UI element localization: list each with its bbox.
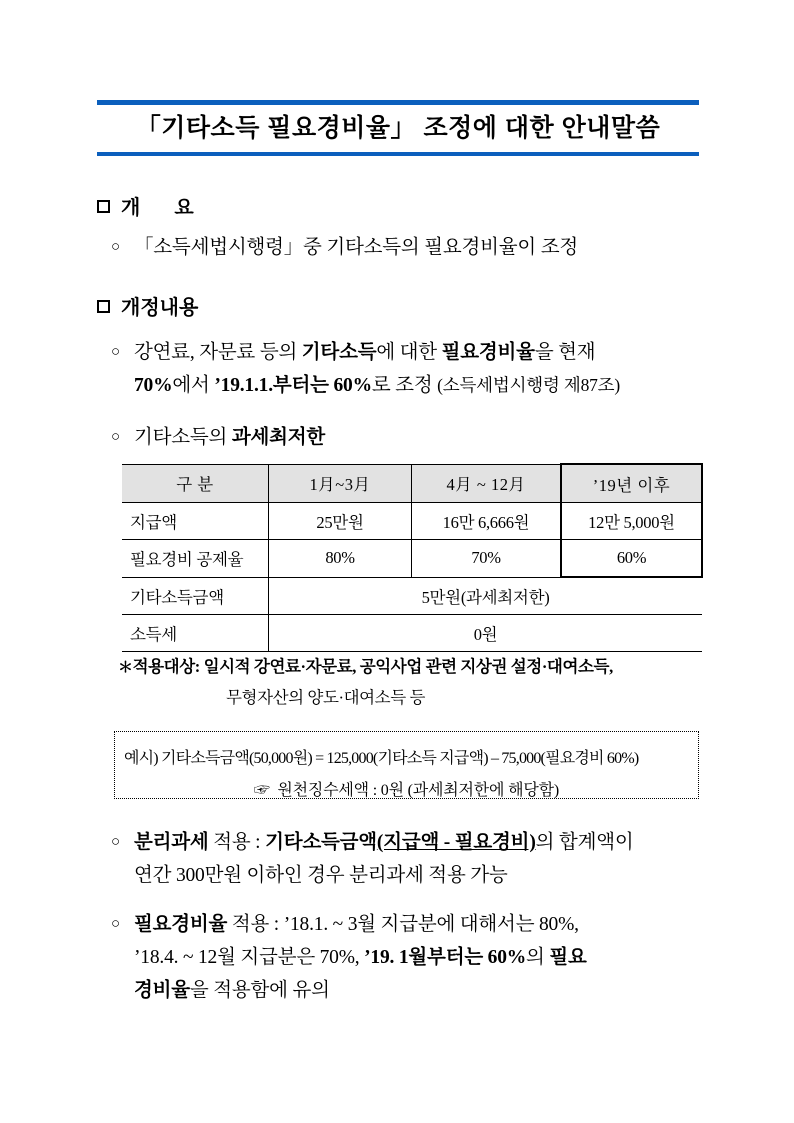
note2-b: 적용 : ’18.1. ~ 3월 지급분에 대해서는 80%, [227,914,579,935]
example-line-1: 예시) 기타소득금액(50,000원) = 125,000(기타소득 지급액) – 75,000(필요경비 60%) [124,750,639,767]
table-row [122,615,702,652]
table-header-cell-1: 1月~3月 [269,464,412,503]
circle-bullet-icon: ○ [111,429,120,445]
rev1-f: 70% [134,375,173,396]
section-heading-overview-part2: 요 [174,197,194,219]
table-cell-1-0: 80% [269,540,412,578]
example-line-2: 원천징수세액 : 0원 (과세최저한에 해당함) [277,782,560,799]
title-rule-bottom [97,152,699,156]
rev1-i: 로 조정 [371,375,438,396]
table-cell-1-2: 60% [561,540,702,578]
note2-a: 필요경비율 [134,914,228,935]
revision-item-2 [111,421,711,454]
table-cell-merged-2: 5만원(과세최저한) [269,577,703,615]
table-header-row [122,464,702,503]
note1-b: 적용 : [208,832,266,853]
note-item-1-text [134,826,716,892]
rev1-j: (소득세법시행령 제87조) [437,375,621,395]
circle-bullet-icon: ○ [111,344,120,360]
note2-f: 필요 [549,947,587,968]
table-row-label-2: 기타소득금액 [122,577,269,615]
section-heading-overview [97,191,194,220]
rev2-b: 과세최저한 [231,427,326,448]
table-cell-0-0: 25만원 [269,503,412,540]
page-title: 「기타소득 필요경비율」 조정에 대한 안내말씀 [135,114,661,142]
square-bullet-icon [97,300,110,313]
title-block [97,100,699,156]
table-cell-0-1: 16만 6,666원 [412,503,562,540]
note2-h: 을 적용함에 유의 [189,980,330,1001]
note1-c: 기타소득금액 [265,832,377,853]
asterisk-icon: ＊ [118,660,133,676]
example-line-2-wrap [115,777,698,800]
section-heading-revision [97,291,198,320]
tax-minimum-table-wrap [122,463,697,652]
note1-e: 의 합계액이 [535,832,634,853]
table-row [122,540,702,578]
note-item-1 [111,826,716,892]
note1-d: (지급액 - 필요경비) [376,832,536,853]
pointing-hand-icon: ☞ [253,782,270,799]
table-header-cell-3: ’19년 이후 [561,464,702,503]
table-row-label-1: 필요경비 공제율 [122,540,269,578]
rev1-c: 에 대한 [376,342,442,363]
footnote-line-1: 적용대상: 일시적 강연료·자문료, 공익사업 관련 지상권 설정·대여소득, [132,657,613,676]
table-row [122,577,702,615]
square-bullet-icon [97,200,110,213]
tax-minimum-table [122,463,703,652]
overview-item-text: 「소득세법시행령」중 기타소득의 필요경비율이 조정 [134,237,579,258]
note1-f: 연간 300만원 이하인 경우 분리과세 적용 가능 [134,865,508,886]
table-row-label-0: 지급액 [122,503,269,540]
rev1-h: ’19.1.1.부터는 60% [214,375,372,396]
footnote-line-2: 무형자산의 양도·대여소득 등 [226,688,426,707]
note2-c: ’18.4. ~ 12월 지급분은 70%, [134,947,365,968]
rev1-g: 에서 [172,375,215,396]
table-row-label-3: 소득세 [122,615,269,652]
rev1-e: 을 현재 [534,342,596,363]
rev1-a: 강연료, 자문료 등의 [134,342,302,363]
note2-e: 의 [526,947,550,968]
revision-item-1 [111,336,711,402]
circle-bullet-icon: ○ [111,834,120,850]
revision-item-2-text [134,421,711,454]
note2-g: 경비율 [134,980,190,1001]
overview-item [111,231,711,264]
note-item-2-text [134,908,716,1007]
section-heading-revision-label: 개정내용 [121,297,199,319]
rev1-d: 필요경비율 [441,342,535,363]
example-box [114,731,699,799]
rev2-a: 기타소득의 [134,427,232,448]
circle-bullet-icon: ○ [111,239,120,255]
table-header-cell-2: 4月 ~ 12月 [412,464,562,503]
table-cell-0-2: 12만 5,000원 [561,503,702,540]
note2-d: ’19. 1월부터는 60% [364,947,527,968]
rev1-b: 기타소득 [301,342,377,363]
table-row [122,503,702,540]
note1-a: 분리과세 [134,832,209,853]
table-header-cell-0: 구 분 [122,464,269,503]
table-footnote [118,652,706,712]
table-cell-merged-3: 0원 [269,615,703,652]
circle-bullet-icon: ○ [111,916,120,932]
note-item-2 [111,908,716,1007]
revision-item-1-text [134,336,711,402]
table-cell-1-1: 70% [412,540,562,578]
section-heading-overview-part1: 개 [121,197,141,219]
